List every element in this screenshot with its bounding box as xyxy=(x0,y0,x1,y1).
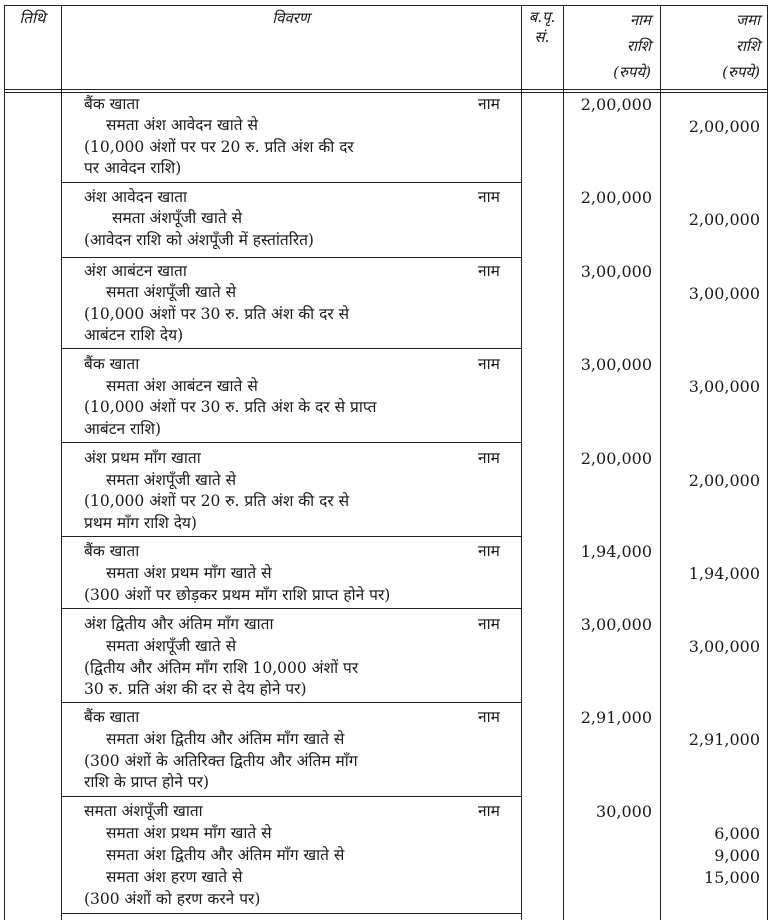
debit-account: बैंक खाता xyxy=(84,542,140,560)
header-credit xyxy=(660,7,760,85)
dr-label: नाम xyxy=(478,262,500,280)
debit-amount: 1,94,000 xyxy=(580,542,652,561)
narration: आबंटन राशि) xyxy=(84,420,161,438)
entry-separator xyxy=(61,608,521,609)
header-debit-line-1: नाम xyxy=(629,11,651,29)
narration: (10,000 अंशों पर 20 रु. प्रति अंश की दर से xyxy=(84,492,350,510)
narration: (आवेदन राशि को अंशपूँजी में हस्तांतरित) xyxy=(84,231,314,249)
dr-label: नाम xyxy=(478,542,500,560)
column-border-particulars xyxy=(521,5,522,920)
credit-amount: 3,00,000 xyxy=(688,637,760,656)
credit-amount: 2,00,000 xyxy=(688,471,760,490)
debit-account: बैंक खाता xyxy=(84,708,140,726)
credit-account: समता अंश प्रथम माँग खाते से xyxy=(106,824,272,842)
dr-label: नाम xyxy=(478,355,500,373)
header-bottom-border xyxy=(4,89,768,90)
debit-account: समता अंशपूँजी खाता xyxy=(84,802,203,820)
header-particulars: विवरण xyxy=(272,9,310,27)
header-credit-line-1: जमा xyxy=(736,11,760,29)
entry-separator xyxy=(61,182,521,183)
credit-account: समता अंश हरण खाते से xyxy=(106,868,243,886)
entry-separator xyxy=(61,796,521,797)
credit-amount: 9,000 xyxy=(714,846,760,865)
dr-label: नाम xyxy=(478,95,500,113)
table-bottom-border xyxy=(61,913,521,914)
narration: 30 रु. प्रति अंश की दर से देय होने पर) xyxy=(84,680,307,698)
header-credit-line-2: राशि xyxy=(735,37,760,55)
debit-amount: 3,00,000 xyxy=(580,355,652,374)
narration: प्रथम माँग राशि देय) xyxy=(84,514,197,532)
narration: राशि के प्राप्त होने पर) xyxy=(84,773,210,791)
dr-label: नाम xyxy=(478,449,500,467)
debit-amount: 3,00,000 xyxy=(580,615,652,634)
entry-separator xyxy=(61,257,521,258)
dr-label: नाम xyxy=(478,188,500,206)
credit-amount: 2,91,000 xyxy=(688,730,760,749)
debit-amount: 2,00,000 xyxy=(580,95,652,114)
dr-label: नाम xyxy=(478,802,500,820)
credit-account: समता अंश आवेदन खाते से xyxy=(106,116,258,134)
credit-account: समता अंशपूँजी खाते से xyxy=(112,209,243,227)
debit-account: बैंक खाता xyxy=(84,355,140,373)
debit-account: अंश आवेदन खाता xyxy=(84,188,188,206)
dr-label: नाम xyxy=(478,708,500,726)
narration: आबंटन राशि देय) xyxy=(84,326,184,344)
credit-amount: 2,00,000 xyxy=(688,117,760,136)
column-border-right xyxy=(767,5,768,920)
debit-amount: 2,00,000 xyxy=(580,449,652,468)
credit-account: समता अंश द्वितीय और अंतिम माँग खाते से xyxy=(106,846,345,864)
header-debit xyxy=(563,7,651,85)
credit-account: समता अंशपूँजी खाते से xyxy=(106,471,237,489)
narration: (300 अंशों को हरण करने पर) xyxy=(84,890,261,908)
header-debit-line-3: (रुपये) xyxy=(613,63,651,81)
narration: (300 अंशों पर छोड़कर प्रथम माँग राशि प्राप्त होने पर) xyxy=(84,586,391,604)
credit-amount: 1,94,000 xyxy=(688,564,760,583)
credit-amount: 6,000 xyxy=(714,824,760,843)
column-border-left xyxy=(4,5,5,920)
credit-amount: 15,000 xyxy=(704,868,760,887)
debit-account: अंश आबंटन खाता xyxy=(84,262,187,280)
column-border-date xyxy=(61,5,62,920)
credit-account: समता अंशपूँजी खाते से xyxy=(106,637,237,655)
narration: (300 अंशों के अतिरिक्त द्वितीय और अंतिम माँग xyxy=(84,752,358,770)
debit-amount: 2,91,000 xyxy=(580,708,652,727)
credit-amount: 3,00,000 xyxy=(688,284,760,303)
header-bottom-border-double xyxy=(4,92,768,93)
debit-amount: 3,00,000 xyxy=(580,262,652,281)
table-top-border xyxy=(4,5,768,6)
credit-account: समता अंश द्वितीय और अंतिम माँग खाते से xyxy=(106,730,345,748)
column-border-debit xyxy=(660,5,661,920)
narration: (द्वितीय और अंतिम माँग राशि 10,000 अंशों पर xyxy=(84,659,359,677)
narration: (10,000 अंशों पर 30 रु. प्रति अंश के दर से प्राप्त xyxy=(84,398,377,416)
header-date: तिथि xyxy=(19,9,46,27)
header-lf: ब.पृ. सं. xyxy=(528,8,556,46)
entry-separator xyxy=(61,348,521,349)
header-debit-line-2: राशि xyxy=(626,37,651,55)
debit-amount: 2,00,000 xyxy=(580,188,652,207)
credit-account: समता अंश आबंटन खाते से xyxy=(106,377,258,395)
entry-separator xyxy=(61,702,521,703)
debit-account: अंश प्रथम माँग खाता xyxy=(84,449,201,467)
dr-label: नाम xyxy=(478,615,500,633)
credit-account: समता अंशपूँजी खाते से xyxy=(106,283,237,301)
entry-separator xyxy=(61,536,521,537)
credit-amount: 2,00,000 xyxy=(688,210,760,229)
narration: (10,000 अंशों पर पर 20 रु. प्रति अंश की दर xyxy=(84,138,354,156)
debit-amount: 30,000 xyxy=(596,802,652,821)
debit-account: अंश द्वितीय और अंतिम माँग खाता xyxy=(84,615,274,633)
credit-account: समता अंश प्रथम माँग खाते से xyxy=(106,564,272,582)
credit-amount: 3,00,000 xyxy=(688,377,760,396)
entry-separator xyxy=(61,442,521,443)
narration: (10,000 अंशों पर 30 रु. प्रति अंश की दर से xyxy=(84,305,350,323)
narration: पर आवेदन राशि) xyxy=(84,159,182,177)
header-credit-line-3: (रुपये) xyxy=(722,63,760,81)
debit-account: बैंक खाता xyxy=(84,95,140,113)
